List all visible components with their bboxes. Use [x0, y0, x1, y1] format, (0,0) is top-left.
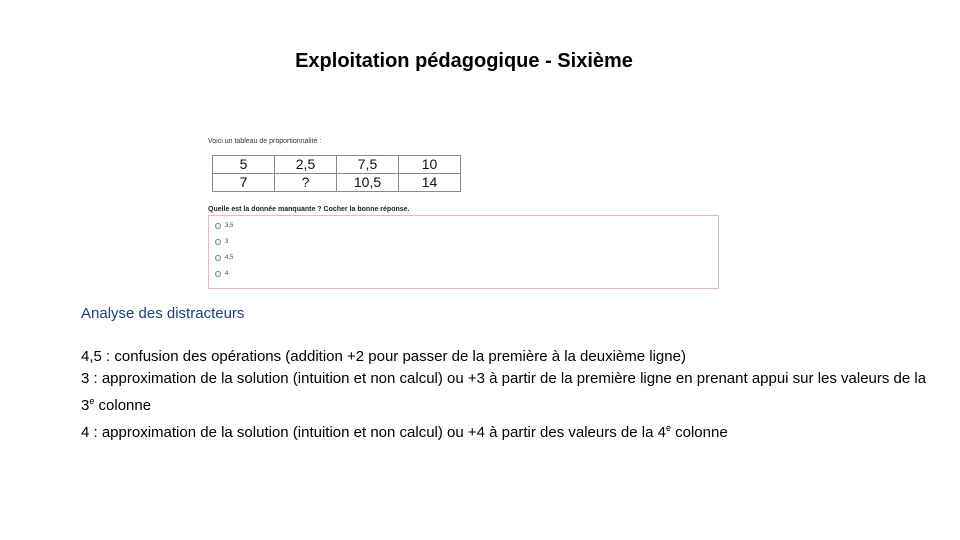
option-label: 3	[225, 239, 229, 245]
slide-title: Exploitation pédagogique - Sixième	[295, 50, 633, 72]
distractor-line: 4,5 : confusion des opérations (addition +2 pour passer de la première à la deuxième ligne)	[81, 348, 686, 365]
answer-option[interactable]	[215, 271, 228, 277]
distractor-line	[81, 417, 931, 444]
option-label: 3,5	[225, 223, 234, 229]
table-cell: 7,5	[337, 156, 399, 174]
distractor-text: 4 : approximation de la solution (intuition et non calcul) ou +4 à partir des valeurs de la 4	[81, 424, 666, 441]
answer-options-box	[208, 215, 719, 289]
option-label: 4	[225, 271, 229, 277]
distractor-text-end: colonne	[670, 424, 728, 441]
table-row	[213, 174, 461, 192]
table-cell: 7	[213, 174, 275, 192]
table-cell: 10,5	[337, 174, 399, 192]
distractor-line	[81, 368, 931, 417]
radio-button[interactable]	[215, 271, 221, 277]
table-cell: 10	[399, 156, 461, 174]
distractor-text: 3 : approximation de la solution (intuition et non calcul) ou +3 à partir de la première ligne en prenant appui sur les valeurs de la 3	[81, 370, 927, 414]
exercise-screenshot	[207, 136, 719, 289]
radio-button[interactable]	[215, 255, 221, 261]
ordinal-suffix: e	[665, 423, 671, 433]
exercise-intro: Voici un tableau de proportionnalité :	[208, 138, 322, 145]
table-cell: ?	[275, 174, 337, 192]
distractor-text-end: colonne	[94, 397, 152, 414]
radio-button[interactable]	[215, 223, 221, 229]
table-cell: 14	[399, 174, 461, 192]
analysis-title: Analyse des distracteurs	[81, 305, 245, 322]
radio-button[interactable]	[215, 239, 221, 245]
answer-option[interactable]	[215, 255, 233, 261]
table-row	[213, 156, 461, 174]
proportionality-table	[212, 155, 461, 192]
analysis-body	[81, 346, 931, 444]
table-cell: 2,5	[275, 156, 337, 174]
exercise-question: Quelle est la donnée manquante ? Cocher la bonne réponse.	[208, 206, 410, 213]
ordinal-suffix: e	[89, 396, 95, 406]
option-label: 4,5	[225, 255, 234, 261]
table-cell: 5	[213, 156, 275, 174]
answer-option[interactable]	[215, 223, 233, 229]
answer-option[interactable]	[215, 239, 228, 245]
